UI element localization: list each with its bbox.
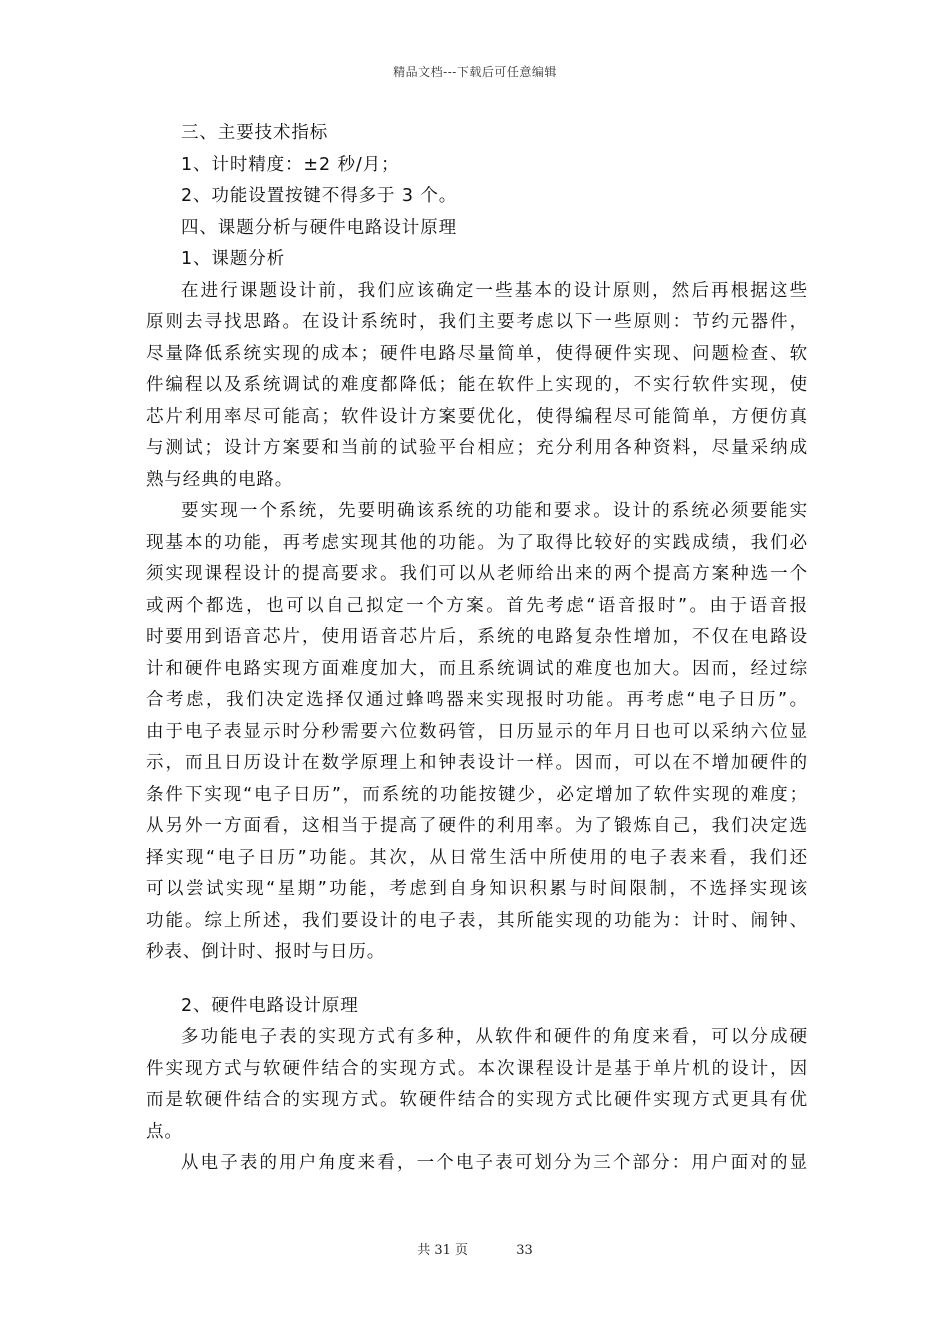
section-3-item-1: 1、计时精度：±2 秒/月； [181,154,400,175]
paragraph-line: 尽量降低系统实现的成本；硬件电路尽量简单，使得硬件实现、问题检查、软 [146,343,808,364]
document-body [146,118,808,1180]
paragraph-line: 须实现课程设计的提高要求。我们可以从老师给出来的两个提高方案种选一个 [146,564,808,584]
paragraph-line: 点。 [146,1121,183,1142]
paragraph-4 [146,1148,808,1180]
page-number: 33 [516,1243,533,1258]
total-pages-label: 共 31 页 [417,1243,469,1258]
paragraph-line: 与测试；设计方案要和当前的试验平台相应；充分利用各种资料，尽量采纳成 [146,438,808,458]
paragraph-line: 多功能电子表的实现方式有多种，从软件和硬件的角度来看，可以分成硬 [181,1027,808,1047]
paragraph-line: 择实现“电子日历”功能。其次，从日常生活中所使用的电子表来看，我们还 [146,847,808,868]
paragraph-line: 示，而且日历设计在数学原理上和钟表设计一样。因而，可以在不增加硬件的 [146,753,808,773]
paragraph-line: 合考虑，我们决定选择仅通过蜂鸣器来实现报时功能。再考虑“电子日历”。 [146,690,808,710]
paragraph-line: 从电子表的用户角度来看，一个电子表可划分为三个部分：用户面对的显 [181,1153,808,1173]
subsection-2-heading: 2、硬件电路设计原理 [181,995,359,1016]
paragraph-line: 要实现一个系统，先要明确该系统的功能和要求。设计的系统必须要能实 [181,501,808,521]
paragraph-line: 可以尝试实现“星期”功能，考虑到自身知识积累与时间限制，不选择实现该 [146,879,808,899]
section-4-heading: 四、课题分析与硬件电路设计原理 [181,217,457,238]
paragraph-line: 原则去寻找思路。在设计系统时，我们主要考虑以下一些原则：节约元器件， [146,312,808,332]
paragraph-line: 由于电子表显示时分秒需要六位数码管，日历显示的年月日也可以采纳六位显 [146,721,808,742]
section-3-item-2: 2、功能设置按键不得多于 3 个。 [181,186,458,206]
paragraph-line: 从另外一方面看，这相当于提高了硬件的利用率。为了锻炼自己，我们决定选 [146,816,808,836]
paragraph-line: 芯片利用率尽可能高；软件设计方案要优化，使得编程尽可能简单，方便仿真 [146,406,808,427]
paragraph-line: 熟与经典的电路。 [146,469,294,490]
section-spacer [146,969,808,991]
paragraph-3 [146,1022,808,1148]
page-footer [0,1239,950,1258]
paragraph-line: 现基本的功能，再考虑实现其他的功能。为了取得比较好的实践成绩，我们必 [146,532,808,553]
document-header-note: 精品文档---下载后可任意编辑 [393,65,557,79]
paragraph-line: 件编程以及系统调试的难度都降低；能在软件上实现的，不实行软件实现，使 [146,375,808,395]
paragraph-line: 件实现方式与软硬件结合的实现方式。本次课程设计是基于单片机的设计，因 [146,1058,808,1079]
paragraph-line: 或两个都选，也可以自己拟定一个方案。首先考虑“语音报时”。由于语音报 [146,595,808,616]
paragraph-1 [146,276,808,497]
paragraph-line: 在进行课题设计前，我们应该确定一些基本的设计原则，然后再根据这些 [181,280,808,301]
subsection-1-heading: 1、课题分析 [181,249,286,269]
paragraph-2 [146,496,808,969]
paragraph-line: 秒表、倒计时、报时与日历。 [146,942,386,962]
paragraph-line: 计和硬件电路实现方面难度加大，而且系统调试的难度也加大。因而，经过综 [146,658,808,679]
paragraph-line: 时要用到语音芯片，使用语音芯片后，系统的电路复杂性增加，不仅在电路设 [146,627,808,647]
section-3-heading: 三、主要技术指标 [181,123,329,143]
paragraph-line: 功能。综上所述，我们要设计的电子表，其所能实现的功能为：计时、闹钟、 [146,910,808,931]
paragraph-line: 条件下实现“电子日历”，而系统的功能按键少，必定增加了软件实现的难度； [146,784,808,805]
paragraph-line: 而是软硬件结合的实现方式。软硬件结合的实现方式比硬件实现方式更具有优 [146,1090,808,1110]
